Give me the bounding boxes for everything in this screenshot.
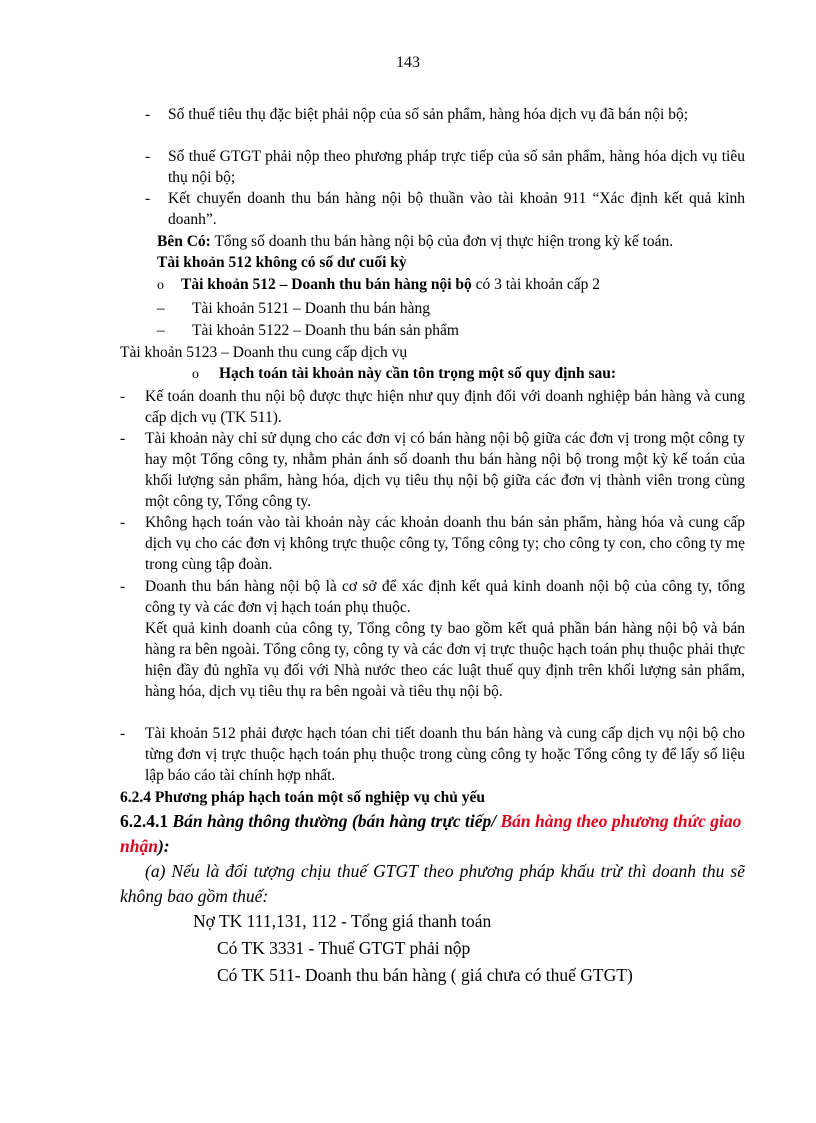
dash-bullet: - — [145, 148, 151, 165]
page-number: 143 — [396, 54, 420, 71]
endash-bullet: – — [157, 322, 165, 339]
debit-item-text: Số thuế GTGT phải nộp theo phương pháp trực tiếp của số sản phẩm, hàng hóa dịch vụ tiêu thụ nội bộ; — [168, 148, 745, 186]
debit-item-text: Kết chuyển doanh thu bán hàng nội bộ thuần vào tài khoản 911 “Xác định kết quả kinh doanh”. — [168, 190, 745, 228]
no-balance-note: Tài khoản 512 không có số dư cuối kỳ — [157, 254, 407, 271]
sub-accounts-title: Tài khoản 512 – Doanh thu bán hàng nội bộ — [181, 276, 472, 293]
sub-account-item — [157, 298, 757, 319]
journal-entry-credit: Có TK 3331 - Thuế GTGT phải nộp — [217, 938, 471, 958]
credit-text: Tổng số doanh thu bán hàng nội bộ của đơn vị thực hiện trong kỳ kế toán. — [214, 233, 674, 250]
subsection-title: Bán hàng thông thường (bán hàng trực tiếp/ — [172, 811, 501, 831]
dash-bullet: - — [120, 514, 126, 531]
principle-text: Không hạch toán vào tài khoản này các khoản doanh thu bán sản phẩm, hàng hóa và cung cấp dịch vụ cho các đơn vị không trực thuộc công ty, Tổng công ty; cho công ty con, cho công ty mẹ trong cùng tập đoàn. — [145, 514, 745, 573]
journal-entry-debit: Nợ TK 111,131, 112 - Tổng giá thanh toán — [193, 911, 492, 931]
sub-accounts-heading — [157, 274, 757, 295]
dash-bullet: - — [120, 430, 126, 447]
principle-text: Kế toán doanh thu nội bộ được thực hiện như quy định đối với doanh nghiệp bán hàng và cung cấp dịch vụ (TK 511). — [145, 388, 745, 426]
sub-account-text: Tài khoản 5122 – Doanh thu bán sản phẩm — [192, 322, 459, 339]
sub-accounts-count: có 3 tài khoản cấp 2 — [471, 276, 601, 293]
principle-item — [120, 386, 745, 428]
circle-bullet-icon: o — [157, 278, 164, 293]
journal-entry-credit: Có TK 511- Doanh thu bán hàng ( giá chưa có thuế GTGT) — [217, 965, 633, 985]
principle-item — [120, 723, 745, 786]
principle-text: Tài khoản này chỉ sử dụng cho các đơn vị có bán hàng nội bộ giữa các đơn vị trong một công ty hay một Tổng công ty, nhằm phản ánh số doanh thu bán hàng nội bộ trong một kỳ kế toán của khối lượng sản phẩm, hàng hóa, dịch vụ tiêu thụ nội bộ giữa các đơn vị thành viên trong cùng một công ty, Tổng công ty. — [145, 430, 745, 510]
principle-item — [120, 576, 745, 618]
principle-continuation: Kết quả kinh doanh của công ty, Tổng công ty bao gồm kết quả phần bán hàng nội bộ và bán hàng ra bên ngoài. Tổng công ty, công ty và các đơn vị trực thuộc hạch toán phụ thuộc phải thực hiện đầy đủ nghĩa vụ đối với Nhà nước theo các luật thuế quy định trên khối lượng sản phẩm, hàng hóa, dịch vụ tiêu thụ ra bên ngoài và tiêu thụ nội bộ. — [145, 620, 745, 700]
dash-bullet: - — [120, 725, 126, 742]
principles-title: Hạch toán tài khoản này cần tôn trọng một số quy định sau: — [219, 365, 617, 382]
debit-item — [145, 146, 745, 188]
sub-account-text: Tài khoản 5121 – Doanh thu bán hàng — [192, 300, 431, 317]
credit-line — [157, 231, 757, 252]
sub-account-item — [157, 320, 757, 341]
principle-item — [120, 428, 745, 512]
subsection-number: 6.2.4.1 — [120, 811, 173, 831]
section-heading: 6.2.4 Phương pháp hạch toán một số nghiệp vụ chủ yếu — [120, 789, 485, 806]
subsection-title-end: ): — [157, 836, 170, 856]
circle-bullet-icon: o — [192, 367, 199, 382]
debit-item — [145, 104, 745, 125]
sub-account-item: Tài khoản 5123 – Doanh thu cung cấp dịch vụ — [120, 344, 408, 361]
dash-bullet: - — [145, 106, 151, 123]
subsection-heading — [120, 809, 748, 859]
dash-bullet: - — [120, 578, 126, 595]
case-a-paragraph: (a) Nếu là đối tượng chịu thuế GTGT theo phương pháp khấu trừ thì doanh thu sẽ không bao gồm thuế: — [120, 861, 745, 906]
debit-item — [145, 188, 745, 230]
dash-bullet: - — [120, 388, 126, 405]
endash-bullet: – — [157, 300, 165, 317]
subsection-title-red: Bán hàng theo phương thức giao nhận — [120, 811, 742, 856]
debit-item-text: Số thuế tiêu thụ đặc biệt phải nộp của số sản phẩm, hàng hóa dịch vụ đã bán nội bộ; — [168, 106, 688, 123]
principle-text: Doanh thu bán hàng nội bộ là cơ sở để xác định kết quả kinh doanh nội bộ của công ty, tổng công ty và các đơn vị hạch toán phụ thuộc. — [145, 578, 745, 616]
dash-bullet: - — [145, 190, 151, 207]
principles-heading — [192, 363, 752, 384]
principle-text: Tài khoản 512 phải được hạch tóan chi tiết doanh thu bán hàng và cung cấp dịch vụ nội bộ cho từng đơn vị trực thuộc hạch toán phụ thuộc trong cùng công ty hoặc Tổng công ty để lấy số liệu lập báo cáo tài chính hợp nhất. — [145, 725, 745, 784]
principle-item — [120, 512, 745, 575]
credit-label: Bên Có: — [157, 233, 211, 250]
